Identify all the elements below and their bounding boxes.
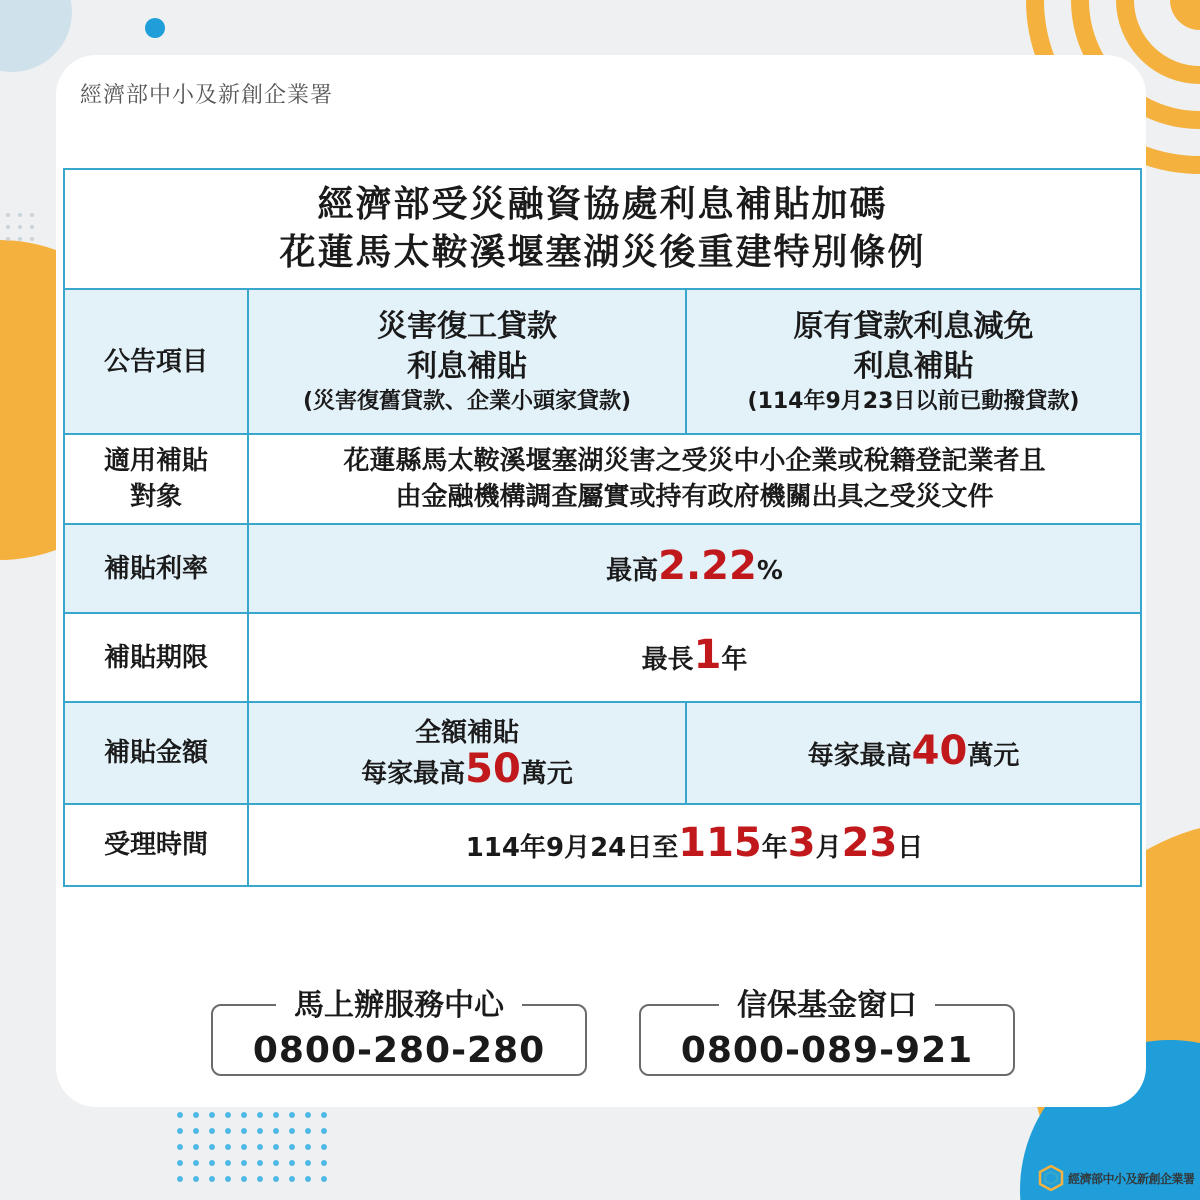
rate-number: 2.22 xyxy=(658,543,757,589)
title-row xyxy=(64,169,1141,289)
target-value xyxy=(248,434,1141,524)
title-line1: 經濟部受災融資協處利息補貼加碼 xyxy=(317,184,888,225)
time-start: 114年9月24日至 xyxy=(465,832,679,863)
contact-phone[interactable]: 0800-280-280 xyxy=(252,1030,546,1071)
info-table xyxy=(63,168,1142,887)
amount-col2-number: 40 xyxy=(911,727,968,774)
amount-col1-prefix: 每家最高 xyxy=(361,758,466,789)
target-line2: 由金融機構調查屬實或持有政府機關出具之受災文件 xyxy=(395,482,994,512)
item-label: 公告項目 xyxy=(64,289,248,434)
amount-col1-number: 50 xyxy=(465,745,521,792)
title-line2: 花蓮馬太鞍溪堰塞湖災後重建特別條例 xyxy=(279,232,926,273)
time-value xyxy=(248,804,1141,886)
period-suffix: 年 xyxy=(721,645,748,675)
org-header: 經濟部中小及新創企業署 xyxy=(80,83,334,108)
amount-label: 補貼金額 xyxy=(64,702,248,804)
item-col2-line1: 原有貸款利息減免 xyxy=(793,308,1034,344)
time-end-month: 3 xyxy=(787,819,816,866)
item-col1-note: (災害復舊貸款、企業小頭家貸款) xyxy=(302,388,632,414)
item-col1 xyxy=(248,289,686,434)
rate-prefix: 最高 xyxy=(606,556,659,586)
table-row-target xyxy=(64,434,1141,524)
time-label: 受理時間 xyxy=(64,804,248,886)
table-row-item xyxy=(64,289,1141,434)
time-ri: 日 xyxy=(897,832,924,863)
time-end-year: 115 xyxy=(678,819,762,866)
footer-logo-text: 經濟部中小及新創企業署 xyxy=(1068,1171,1195,1186)
item-col1-line1: 災害復工貸款 xyxy=(377,308,557,344)
target-line1: 花蓮縣馬太鞍溪堰塞湖災害之受災中小企業或稅籍登記業者且 xyxy=(343,446,1046,476)
item-col2-line2: 利息補貼 xyxy=(853,348,974,384)
rate-suffix: % xyxy=(756,556,783,586)
period-number: 1 xyxy=(693,632,722,678)
table-row-time xyxy=(64,804,1141,886)
table-title xyxy=(64,169,1141,289)
table-row-rate xyxy=(64,524,1141,613)
contact-title: 信保基金窗口 xyxy=(719,980,935,1024)
period-value xyxy=(248,613,1141,702)
target-label-line2: 對象 xyxy=(129,482,182,512)
table-row-amount xyxy=(64,702,1141,804)
amount-col1 xyxy=(248,702,686,804)
item-col2-note: (114年9月23日以前已動撥貸款) xyxy=(747,388,1080,414)
contact-title: 馬上辦服務中心 xyxy=(276,980,522,1024)
amount-col2-prefix: 每家最高 xyxy=(807,740,912,771)
agency-logo-icon xyxy=(1038,1165,1064,1191)
contact-box-credit-fund xyxy=(639,988,1015,1076)
time-end-day: 23 xyxy=(841,819,898,866)
item-col1-line2: 利息補貼 xyxy=(407,348,527,384)
item-col2 xyxy=(686,289,1141,434)
rate-value xyxy=(248,524,1141,613)
target-label xyxy=(64,434,248,524)
amount-col1-line2 xyxy=(249,745,685,792)
footer-logo xyxy=(1038,1163,1196,1193)
contact-phone[interactable]: 0800-089-921 xyxy=(680,1030,974,1071)
time-nian: 年 xyxy=(761,832,788,863)
table-row-period xyxy=(64,613,1141,702)
period-label: 補貼期限 xyxy=(64,613,248,702)
amount-col1-suffix: 萬元 xyxy=(520,758,573,789)
rate-label: 補貼利率 xyxy=(64,524,248,613)
time-yue: 月 xyxy=(815,832,842,863)
period-prefix: 最長 xyxy=(641,645,694,675)
target-label-line1: 適用補貼 xyxy=(103,446,208,476)
amount-col2-suffix: 萬元 xyxy=(967,740,1020,771)
contact-box-service-center xyxy=(211,988,587,1076)
amount-col2 xyxy=(686,702,1141,804)
amount-col1-line1: 全額補貼 xyxy=(414,717,519,748)
